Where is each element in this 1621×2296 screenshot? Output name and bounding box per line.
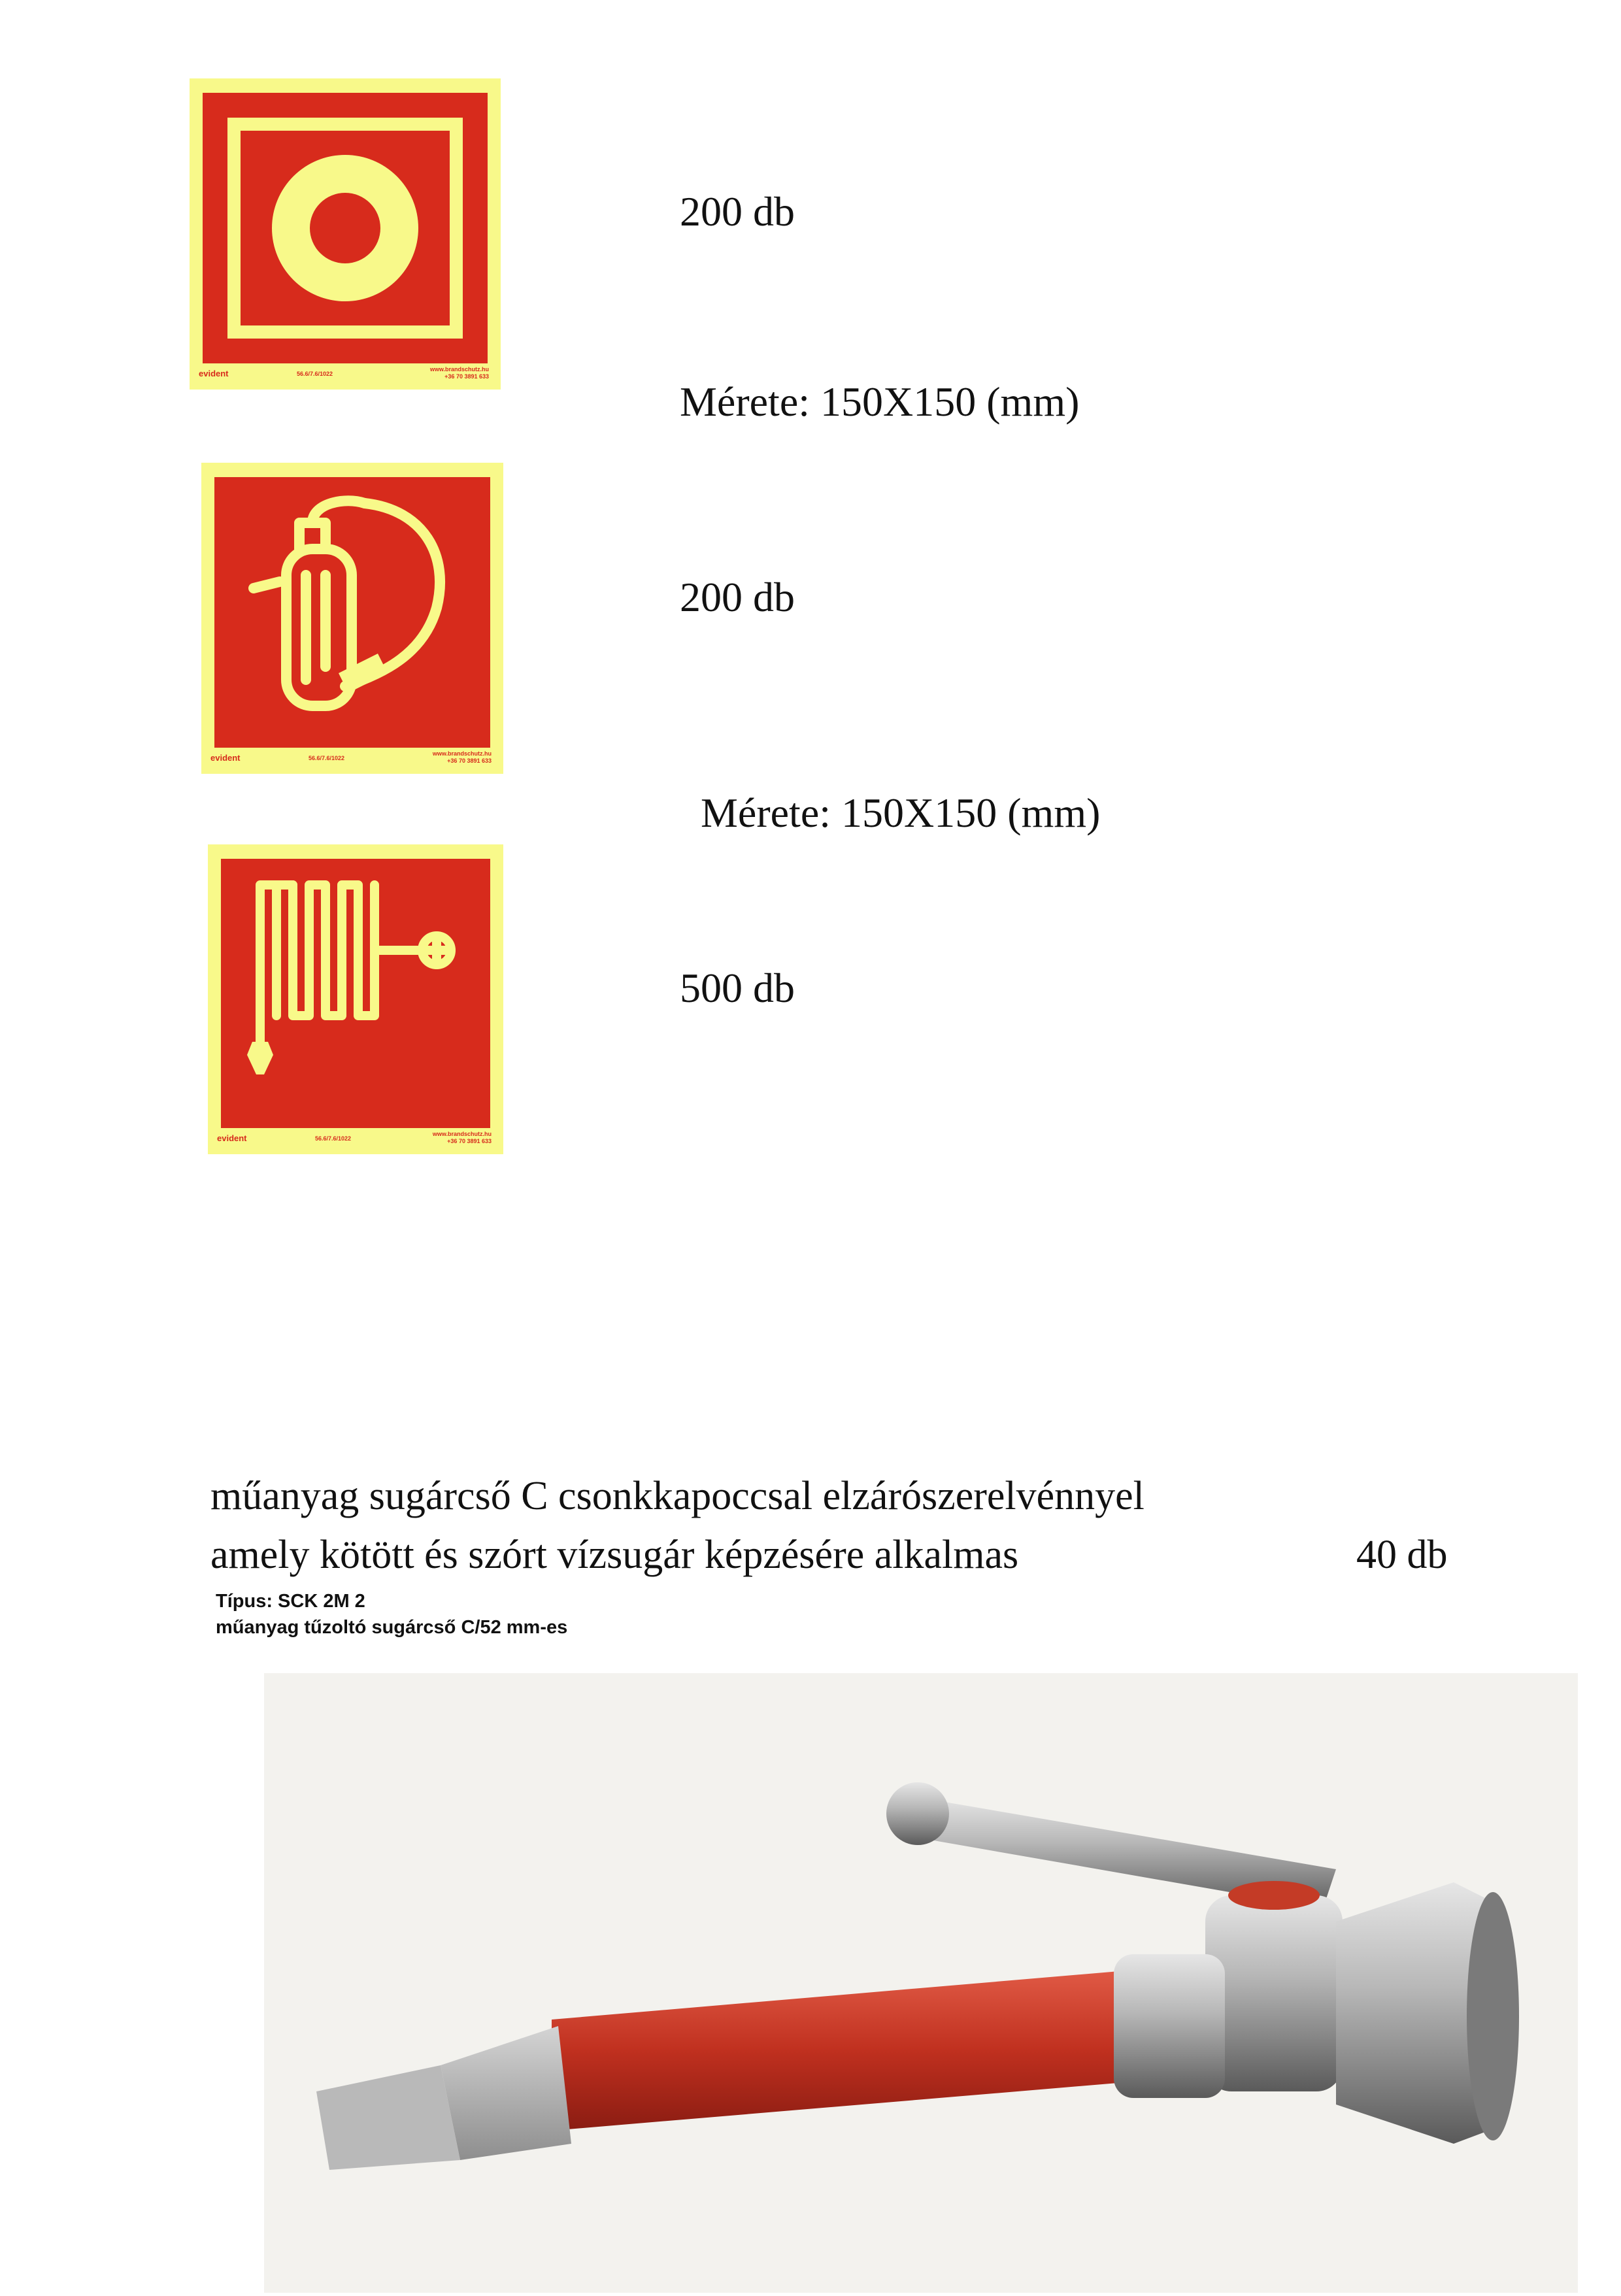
sign-web (433, 1131, 492, 1145)
fire-hose-nozzle-icon (264, 1673, 1578, 2293)
sign-web (430, 366, 489, 380)
product-description-line-1: műanyag sugárcső C csonkkapoccsal elzárószerelvénnyel (210, 1474, 1145, 1518)
product-photo (264, 1673, 1578, 2293)
sign-footer (199, 365, 492, 387)
fire-extinguisher-icon (214, 477, 490, 748)
size-2: Mérete: 150X150 (mm) (701, 790, 1101, 836)
sign-web (433, 750, 492, 765)
product-subtitle: műanyag tűzoltó sugárcső C/52 mm-es (216, 1617, 568, 1638)
sign-footer (210, 749, 494, 771)
sign-url: www.brandschutz.hu (432, 1131, 492, 1137)
sign-fire-extinguisher (201, 463, 503, 774)
sign-code: 56.6/7.6/1022 (297, 371, 333, 377)
quantity-1: 200 db (680, 188, 795, 235)
fire-hose-reel-icon (221, 859, 490, 1128)
sign-footer (217, 1129, 494, 1152)
sign-red-field (203, 93, 488, 363)
quantity-3: 500 db (680, 965, 795, 1011)
sign-phone: +36 70 3891 633 (447, 757, 492, 764)
sign-fire-alarm (190, 78, 501, 390)
sign-url: www.brandschutz.hu (429, 366, 489, 373)
sign-brand: evident (217, 1133, 247, 1143)
sign-brand: evident (210, 753, 241, 763)
fire-alarm-button-icon (203, 93, 488, 363)
sign-phone: +36 70 3891 633 (447, 1138, 492, 1144)
size-1: Mérete: 150X150 (mm) (680, 378, 1080, 425)
quantity-2: 200 db (680, 574, 795, 620)
product-description-line-2: amely kötött és szórt vízsugár képzésére alkalmas (210, 1533, 1019, 1577)
product-quantity: 40 db (1356, 1533, 1448, 1577)
sign-phone: +36 70 3891 633 (444, 373, 489, 380)
sign-code: 56.6/7.6/1022 (309, 755, 345, 761)
sign-code: 56.6/7.6/1022 (315, 1135, 352, 1142)
sign-red-field (221, 859, 490, 1128)
product-type: Típus: SCK 2M 2 (216, 1591, 365, 1612)
sign-fire-hose-reel (208, 844, 503, 1154)
sign-red-field (214, 477, 490, 748)
sign-url: www.brandschutz.hu (432, 750, 492, 757)
sign-brand: evident (199, 369, 229, 378)
